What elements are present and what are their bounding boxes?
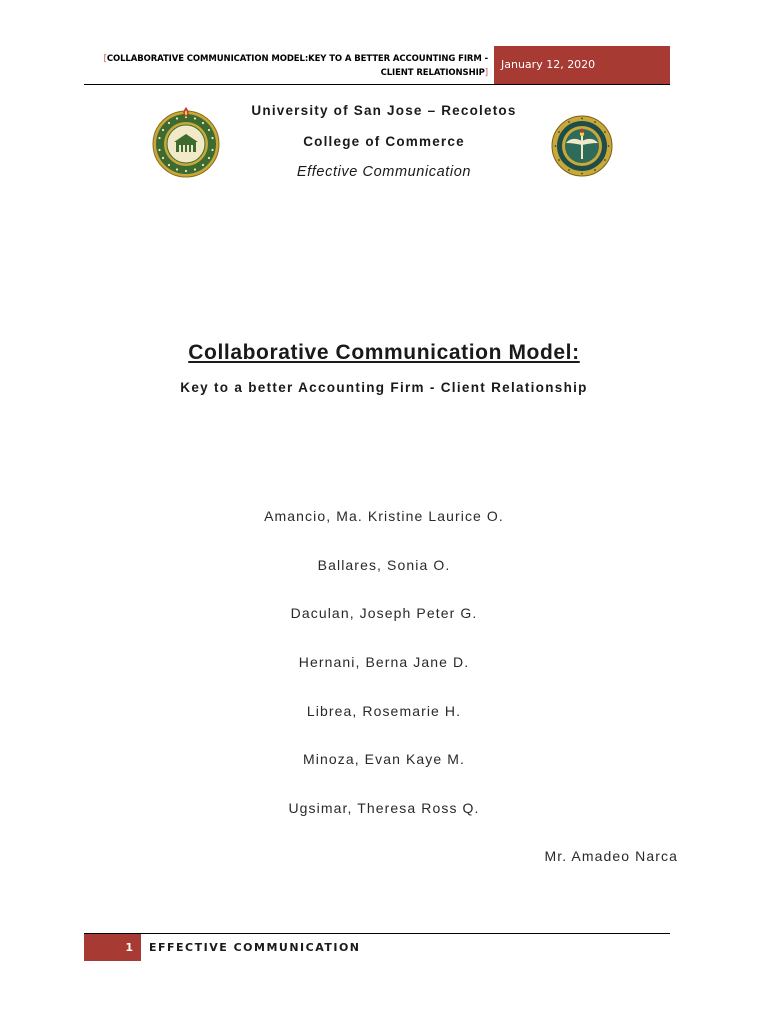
author-list (0, 508, 768, 849)
author-name: Amancio, Ma. Kristine Laurice O. (264, 508, 504, 524)
adviser-name: Mr. Amadeo Narca (544, 848, 678, 864)
document-title: Collaborative Communication Model: (188, 341, 580, 364)
footer-title: EFFECTIVE COMMUNICATION (149, 941, 361, 954)
header-title-line2: CLIENT RELATIONSHIP (380, 68, 485, 78)
header-open-bracket: [ (103, 54, 107, 64)
college-name: College of Commerce (303, 134, 465, 149)
author-name: Daculan, Joseph Peter G. (290, 605, 478, 622)
course-name: Effective Communication (296, 164, 472, 180)
header-title-line1: COLLABORATIVE COMMUNICATION MODEL:KEY TO A BETTER ACCOUNTING FIRM - (106, 54, 488, 64)
header-title (84, 52, 488, 80)
author-name: Hernani, Berna Jane D. (298, 654, 470, 671)
running-footer (84, 933, 670, 961)
header-date: January 12, 2020 (494, 46, 670, 84)
document-subtitle: Key to a better Accounting Firm - Client Relationship (180, 380, 588, 395)
university-name: University of San Jose – Recoletos (251, 103, 517, 118)
page-number: 1 (84, 934, 141, 961)
running-header (84, 46, 670, 85)
author-name: Ugsimar, Theresa Ross Q. (288, 800, 480, 817)
author-name: Librea, Rosemarie H. (306, 702, 462, 719)
header-close-bracket: ] (484, 68, 488, 78)
author-name: Ballares, Sonia O. (317, 556, 451, 573)
author-name: Minoza, Evan Kaye M. (302, 751, 466, 768)
